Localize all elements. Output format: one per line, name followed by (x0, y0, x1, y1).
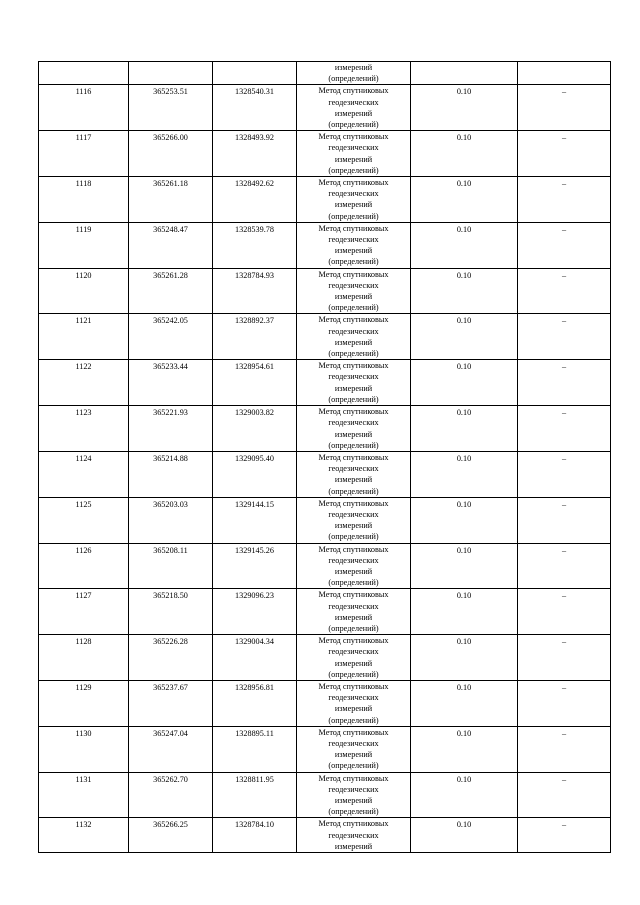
x-coordinate-cell: 365266.00 (129, 131, 213, 177)
method-line: (определений) (328, 440, 379, 450)
y-coordinate-cell (213, 62, 297, 85)
coordinates-table (38, 61, 611, 853)
point-id-cell: 1128 (39, 635, 129, 681)
method-line: измерений (334, 521, 373, 531)
point-id-cell: 1127 (39, 589, 129, 635)
x-coordinate-cell: 365208.11 (129, 543, 213, 589)
note-cell: – (518, 772, 611, 818)
x-coordinate-cell: 365266.25 (129, 818, 213, 853)
note-cell: – (518, 131, 611, 177)
method-line: Метод спутниковых (318, 361, 389, 371)
method-line: измерений (334, 383, 373, 393)
table-row (39, 360, 611, 406)
method-line: Метод спутниковых (318, 178, 389, 188)
x-coordinate-cell: 365237.67 (129, 680, 213, 726)
x-coordinate-cell: 365218.50 (129, 589, 213, 635)
method-line: Метод спутниковых (318, 315, 389, 325)
table-row (39, 451, 611, 497)
method-cell (297, 818, 411, 853)
accuracy-cell: 0.10 (411, 680, 518, 726)
y-coordinate-cell: 1328895.11 (213, 726, 297, 772)
accuracy-cell: 0.10 (411, 818, 518, 853)
accuracy-cell: 0.10 (411, 131, 518, 177)
method-line: геодезических (328, 830, 379, 840)
y-coordinate-cell: 1328954.61 (213, 360, 297, 406)
method-line: (определений) (328, 120, 379, 130)
method-cell (297, 635, 411, 681)
method-line: измерений (334, 429, 373, 439)
y-coordinate-cell: 1329095.40 (213, 451, 297, 497)
method-line: Метод спутниковых (318, 727, 389, 737)
method-line: измерений (334, 292, 373, 302)
method-line: геодезических (328, 235, 379, 245)
method-line: геодезических (328, 464, 379, 474)
method-line: Метод спутниковых (318, 498, 389, 508)
method-line: (определений) (328, 807, 379, 817)
method-cell (297, 85, 411, 131)
coordinates-table-body (39, 62, 611, 853)
method-line: Метод спутниковых (318, 681, 389, 691)
y-coordinate-cell: 1328956.81 (213, 680, 297, 726)
table-row-fragment (39, 62, 611, 85)
y-coordinate-cell: 1329144.15 (213, 497, 297, 543)
point-id-cell: 1130 (39, 726, 129, 772)
method-line: (определений) (328, 394, 379, 404)
x-coordinate-cell: 365203.03 (129, 497, 213, 543)
table-row (39, 772, 611, 818)
x-coordinate-cell: 365248.47 (129, 222, 213, 268)
point-id-cell: 1117 (39, 131, 129, 177)
x-coordinate-cell: 365262.70 (129, 772, 213, 818)
point-id-cell: 1118 (39, 177, 129, 223)
y-coordinate-cell: 1328784.10 (213, 818, 297, 853)
point-id-cell: 1124 (39, 451, 129, 497)
point-id-cell: 1119 (39, 222, 129, 268)
table-row (39, 635, 611, 681)
method-line: Метод спутниковых (318, 636, 389, 646)
note-cell: – (518, 451, 611, 497)
method-line: измерений (334, 612, 373, 622)
method-line: Метод спутниковых (318, 819, 389, 829)
method-cell (297, 268, 411, 314)
method-line: геодезических (328, 143, 379, 153)
method-line: Метод спутниковых (318, 452, 389, 462)
table-row (39, 680, 611, 726)
x-coordinate-cell: 365253.51 (129, 85, 213, 131)
method-line: (определений) (328, 257, 379, 267)
method-line: измерений (334, 246, 373, 256)
note-cell: – (518, 85, 611, 131)
method-cell (297, 177, 411, 223)
method-line: (определений) (328, 74, 379, 84)
method-line: измерений (334, 108, 373, 118)
method-cell (297, 222, 411, 268)
x-coordinate-cell (129, 62, 213, 85)
method-line: (определений) (328, 623, 379, 633)
method-line: геодезических (328, 326, 379, 336)
accuracy-cell: 0.10 (411, 85, 518, 131)
note-cell: – (518, 818, 611, 853)
method-cell (297, 726, 411, 772)
method-cell (297, 62, 411, 85)
method-line: геодезических (328, 693, 379, 703)
accuracy-cell: 0.10 (411, 406, 518, 452)
method-cell (297, 131, 411, 177)
method-line: геодезических (328, 647, 379, 657)
accuracy-cell: 0.10 (411, 360, 518, 406)
x-coordinate-cell: 365261.28 (129, 268, 213, 314)
x-coordinate-cell: 365214.88 (129, 451, 213, 497)
point-id-cell: 1132 (39, 818, 129, 853)
point-id-cell: 1129 (39, 680, 129, 726)
method-cell (297, 772, 411, 818)
method-cell (297, 406, 411, 452)
method-line: (определений) (328, 165, 379, 175)
method-line: Метод спутниковых (318, 407, 389, 417)
method-line: Метод спутниковых (318, 269, 389, 279)
method-line: (определений) (328, 669, 379, 679)
y-coordinate-cell: 1328540.31 (213, 85, 297, 131)
y-coordinate-cell: 1328892.37 (213, 314, 297, 360)
accuracy-cell: 0.10 (411, 589, 518, 635)
method-line: Метод спутниковых (318, 132, 389, 142)
table-row (39, 131, 611, 177)
accuracy-cell: 0.10 (411, 726, 518, 772)
point-id-cell: 1131 (39, 772, 129, 818)
method-line: (определений) (328, 578, 379, 588)
y-coordinate-cell: 1328492.62 (213, 177, 297, 223)
method-cell (297, 680, 411, 726)
point-id-cell: 1125 (39, 497, 129, 543)
table-row (39, 543, 611, 589)
method-line: измерений (334, 63, 373, 72)
y-coordinate-cell: 1329096.23 (213, 589, 297, 635)
y-coordinate-cell: 1329145.26 (213, 543, 297, 589)
table-row (39, 406, 611, 452)
note-cell: – (518, 635, 611, 681)
point-id-cell (39, 62, 129, 85)
note-cell: – (518, 406, 611, 452)
table-row (39, 177, 611, 223)
y-coordinate-cell: 1329003.82 (213, 406, 297, 452)
point-id-cell: 1121 (39, 314, 129, 360)
accuracy-cell: 0.10 (411, 772, 518, 818)
point-id-cell: 1126 (39, 543, 129, 589)
table-row (39, 726, 611, 772)
method-line: измерений (334, 566, 373, 576)
method-cell (297, 451, 411, 497)
method-line: измерений (334, 200, 373, 210)
method-line: геодезических (328, 555, 379, 565)
note-cell: – (518, 589, 611, 635)
point-id-cell: 1116 (39, 85, 129, 131)
note-cell: – (518, 222, 611, 268)
method-line: геодезических (328, 784, 379, 794)
table-row (39, 314, 611, 360)
method-line: геодезических (328, 418, 379, 428)
accuracy-cell: 0.10 (411, 497, 518, 543)
method-line: геодезических (328, 738, 379, 748)
method-line: геодезических (328, 280, 379, 290)
x-coordinate-cell: 365221.93 (129, 406, 213, 452)
y-coordinate-cell: 1329004.34 (213, 635, 297, 681)
table-row (39, 589, 611, 635)
method-cell (297, 543, 411, 589)
point-id-cell: 1123 (39, 406, 129, 452)
accuracy-cell: 0.10 (411, 635, 518, 681)
method-line: (определений) (328, 211, 379, 221)
method-line: (определений) (328, 715, 379, 725)
method-line: Метод спутниковых (318, 544, 389, 554)
method-line: (определений) (328, 532, 379, 542)
y-coordinate-cell: 1328493.92 (213, 131, 297, 177)
method-line: измерений (334, 154, 373, 164)
y-coordinate-cell: 1328784.93 (213, 268, 297, 314)
method-line: геодезических (328, 372, 379, 382)
method-line: (определений) (328, 349, 379, 359)
method-line: геодезических (328, 509, 379, 519)
method-line: (определений) (328, 486, 379, 496)
note-cell: – (518, 543, 611, 589)
method-cell (297, 314, 411, 360)
note-cell: – (518, 680, 611, 726)
method-cell (297, 360, 411, 406)
accuracy-cell: 0.10 (411, 543, 518, 589)
method-cell (297, 589, 411, 635)
method-line: Метод спутниковых (318, 223, 389, 233)
note-cell: – (518, 726, 611, 772)
accuracy-cell: 0.10 (411, 177, 518, 223)
method-line: геодезических (328, 189, 379, 199)
table-row (39, 222, 611, 268)
accuracy-cell: 0.10 (411, 268, 518, 314)
x-coordinate-cell: 365242.05 (129, 314, 213, 360)
table-row (39, 818, 611, 853)
table-row (39, 268, 611, 314)
x-coordinate-cell: 365261.18 (129, 177, 213, 223)
method-line: (определений) (328, 761, 379, 771)
accuracy-cell (411, 62, 518, 85)
method-line: геодезических (328, 97, 379, 107)
accuracy-cell: 0.10 (411, 314, 518, 360)
method-line: измерений (334, 841, 373, 851)
x-coordinate-cell: 365233.44 (129, 360, 213, 406)
y-coordinate-cell: 1328539.78 (213, 222, 297, 268)
accuracy-cell: 0.10 (411, 222, 518, 268)
y-coordinate-cell: 1328811.95 (213, 772, 297, 818)
note-cell: – (518, 177, 611, 223)
method-line: измерений (334, 750, 373, 760)
table-row (39, 497, 611, 543)
method-line: геодезических (328, 601, 379, 611)
table-row (39, 85, 611, 131)
method-line: измерений (334, 796, 373, 805)
method-line: Метод спутниковых (318, 773, 389, 783)
note-cell: – (518, 268, 611, 314)
method-cell (297, 497, 411, 543)
accuracy-cell: 0.10 (411, 451, 518, 497)
method-line: (определений) (328, 303, 379, 313)
method-line: Метод спутниковых (318, 590, 389, 600)
method-line: измерений (334, 704, 373, 714)
note-cell (518, 62, 611, 85)
method-line: измерений (334, 337, 373, 347)
note-cell: – (518, 360, 611, 406)
method-line: Метод спутниковых (318, 86, 389, 96)
method-line: измерений (334, 475, 373, 485)
note-cell: – (518, 314, 611, 360)
point-id-cell: 1122 (39, 360, 129, 406)
x-coordinate-cell: 365247.04 (129, 726, 213, 772)
note-cell: – (518, 497, 611, 543)
method-line: измерений (334, 658, 373, 668)
point-id-cell: 1120 (39, 268, 129, 314)
x-coordinate-cell: 365226.28 (129, 635, 213, 681)
